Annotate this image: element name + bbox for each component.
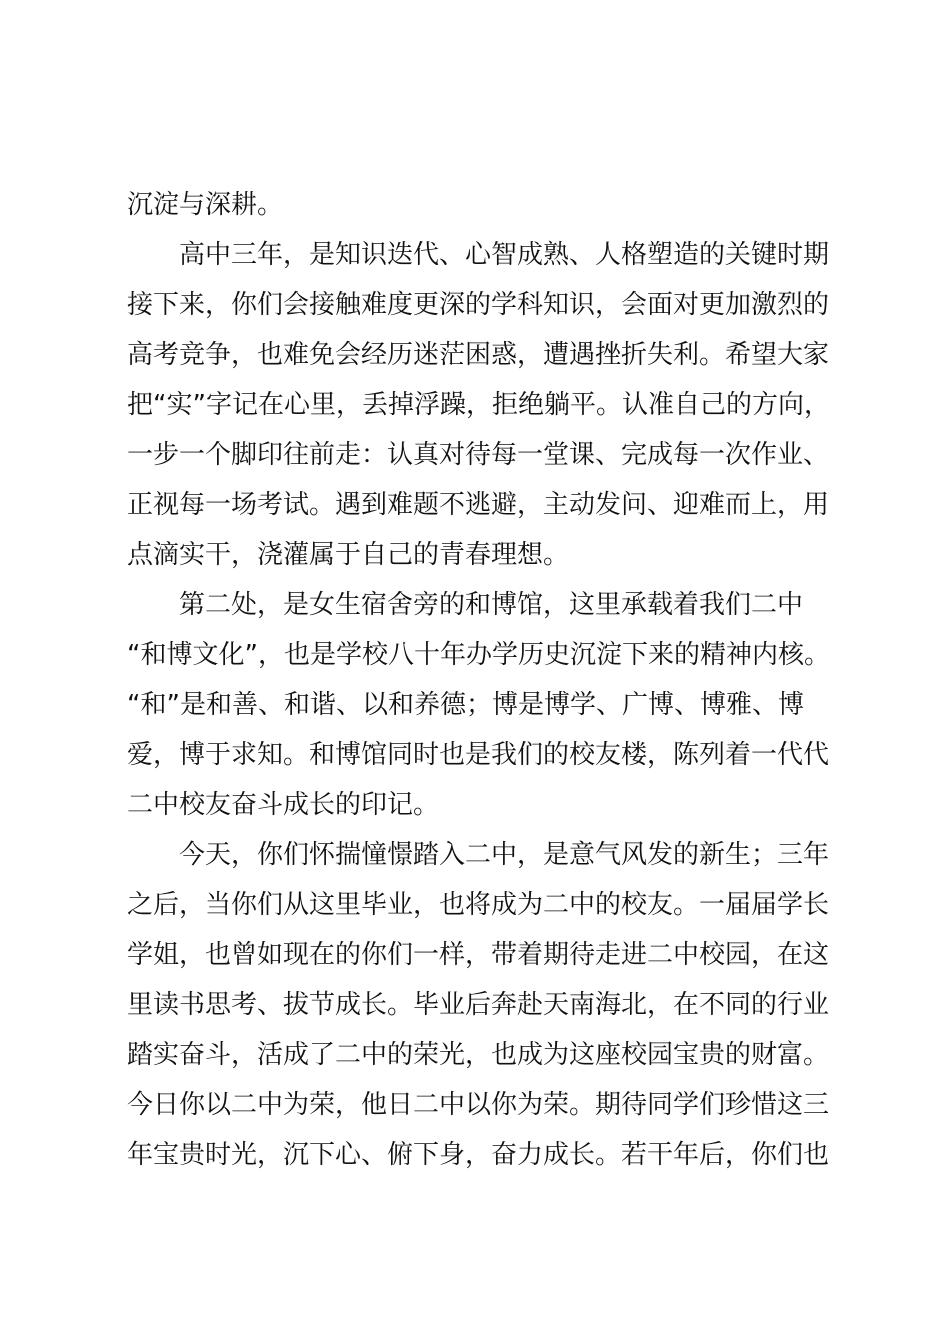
text-line: 年宝贵时光，沉下心、俯下身，奋力成长。若干年后，你们也 xyxy=(127,1140,830,1170)
paragraph-start-line: 第二处，是女生宿舍旁的和博馆，这里承载着我们二中 xyxy=(179,590,804,620)
text-line: 里读书思考、拔节成长。毕业后奔赴天南海北，在不同的行业 xyxy=(127,990,830,1020)
text-line: “和”是和善、和谐、以和养德；博是博学、广博、博雅、博 xyxy=(127,690,804,720)
paragraph-start-line: 高中三年，是知识迭代、心智成熟、人格塑造的关键时期 xyxy=(179,240,830,270)
text-line: 高考竞争，也难免会经历迷茫困惑，遭遇挫折失利。希望大家 xyxy=(127,340,830,370)
text-line: 一步一个脚印往前走：认真对待每一堂课、完成每一次作业、 xyxy=(127,440,830,470)
text-line: 二中校友奋斗成长的印记。 xyxy=(127,790,440,820)
text-line: 学姐，也曾如现在的你们一样，带着期待走进二中校园，在这 xyxy=(127,940,830,970)
body-text xyxy=(127,180,847,1180)
text-line: 爱，博于求知。和博馆同时也是我们的校友楼，陈列着一代代 xyxy=(127,740,830,770)
text-line: 之后，当你们从这里毕业，也将成为二中的校友。一届届学长 xyxy=(127,890,830,920)
text-line: 踏实奋斗，活成了二中的荣光，也成为这座校园宝贵的财富。 xyxy=(127,1040,830,1070)
text-line: 沉淀与深耕。 xyxy=(127,190,284,220)
text-line: 接下来，你们会接触难度更深的学科知识，会面对更加激烈的 xyxy=(127,290,830,320)
text-line: 把“实”字记在心里，丢掉浮躁，拒绝躺平。认准自己的方向， xyxy=(127,390,830,420)
text-line: 今日你以二中为荣，他日二中以你为荣。期待同学们珍惜这三 xyxy=(127,1090,830,1120)
text-line: “和博文化”，也是学校八十年办学历史沉淀下来的精神内核。 xyxy=(127,640,830,670)
paragraph-start-line: 今天，你们怀揣憧憬踏入二中，是意气风发的新生；三年 xyxy=(179,840,830,870)
text-line: 正视每一场考试。遇到难题不逃避，主动发问、迎难而上，用 xyxy=(127,490,830,520)
text-line: 点滴实干，浇灌属于自己的青春理想。 xyxy=(127,540,570,570)
